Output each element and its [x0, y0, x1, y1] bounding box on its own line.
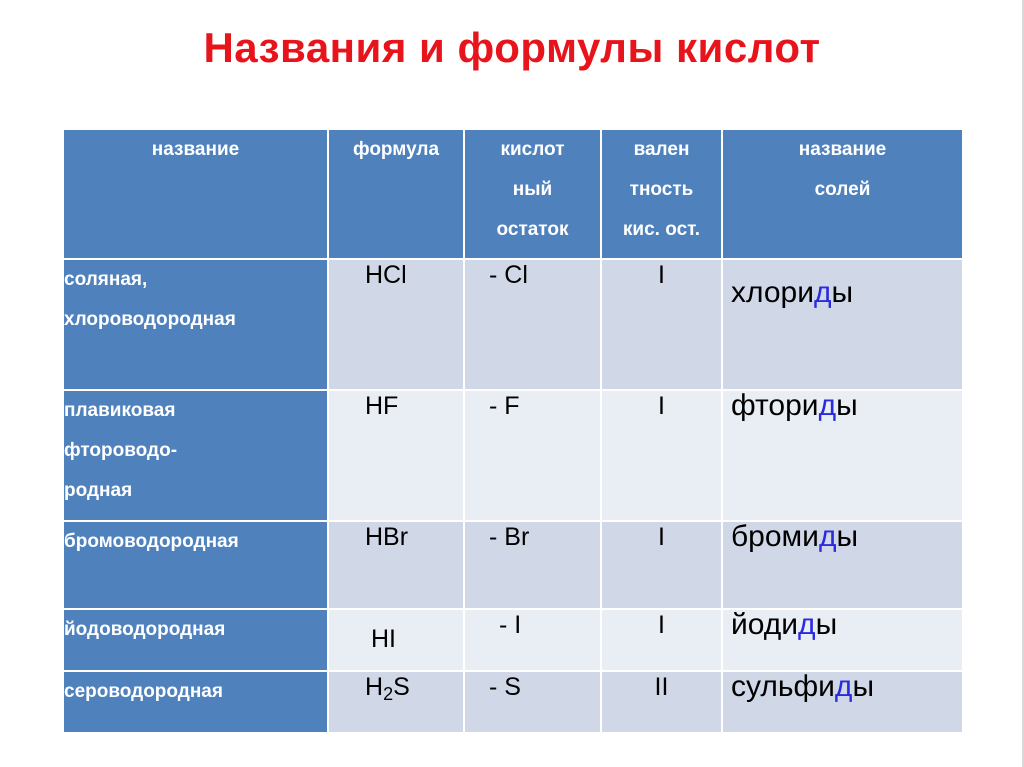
acid-name [63, 609, 328, 671]
salt-name-stem: хлори [731, 276, 814, 309]
header-residue-line: ный [512, 179, 553, 200]
header-residue [464, 129, 601, 259]
header-name [63, 129, 328, 259]
salt-name-stem: фтори [731, 389, 819, 422]
header-formula-line: формула [352, 139, 440, 160]
acid-name-line: бромоводородная [64, 531, 239, 552]
header-valence [601, 129, 722, 259]
acid-name [63, 521, 328, 609]
acid-formula: HCl [328, 259, 464, 390]
header-residue-line: остаток [496, 219, 569, 240]
residue-valence: I [601, 390, 722, 521]
header-residue-line: кислот [500, 139, 565, 160]
salt-name-ending: ы [815, 608, 838, 641]
acid-formula: HF [328, 390, 464, 521]
salt-name-ending: ы [831, 276, 854, 309]
salt-name-stem: сульфи [731, 670, 835, 703]
acid-residue: - F [464, 390, 601, 521]
salt-name-ending: ы [836, 520, 859, 553]
header-salts-line: солей [814, 179, 871, 200]
acid-name-line: родная [64, 480, 133, 501]
table-row [63, 671, 963, 733]
residue-valence: II [601, 671, 722, 733]
header-name-line: название [151, 139, 240, 160]
table-row [63, 259, 963, 390]
salt-name [722, 390, 963, 521]
slide-title: Названия и формулы кислот [203, 24, 821, 71]
salt-name-stem: броми [731, 520, 819, 553]
header-salts-line: название [798, 139, 887, 160]
acid-name [63, 671, 328, 733]
acids-table [62, 128, 964, 734]
residue-valence: I [601, 609, 722, 671]
acid-residue: - Cl [464, 259, 601, 390]
salt-name [722, 259, 963, 390]
header-valence-line: вален [633, 139, 690, 160]
salt-name-stem: йоди [731, 608, 799, 641]
acid-residue: - I [464, 609, 601, 671]
table-row [63, 390, 963, 521]
salt-name-highlight: д [818, 389, 837, 422]
acid-formula [328, 671, 464, 733]
acid-name-line: соляная, [64, 269, 148, 290]
residue-valence: I [601, 521, 722, 609]
acid-name [63, 390, 328, 521]
header-valence-line: кис. ост. [622, 219, 701, 240]
salt-name [722, 609, 963, 671]
acid-formula: HI [328, 609, 464, 671]
acid-name-line: йодоводородная [64, 619, 226, 640]
salt-name-highlight: д [813, 276, 832, 309]
acid-name-line: сероводородная [64, 681, 223, 702]
formula-element: H [365, 673, 384, 701]
acid-name [63, 259, 328, 390]
acid-residue: - S [464, 671, 601, 733]
salt-name-highlight: д [834, 670, 853, 703]
header-salts [722, 129, 963, 259]
salt-name-ending: ы [836, 389, 858, 422]
acid-name-line: фтороводо- [64, 440, 178, 461]
salt-name-highlight: д [798, 608, 816, 641]
formula-element: S [393, 673, 410, 701]
acid-residue: - Br [464, 521, 601, 609]
header-formula [328, 129, 464, 259]
table-row [63, 609, 963, 671]
acid-name-line: хлороводородная [64, 309, 236, 330]
header-row [63, 129, 963, 259]
table-row [63, 521, 963, 609]
acid-formula: HBr [328, 521, 464, 609]
residue-valence: I [601, 259, 722, 390]
header-valence-line: тность [629, 179, 694, 200]
formula-subscript: 2 [383, 684, 394, 704]
acid-name-line: плавиковая [64, 400, 176, 421]
salt-name [722, 671, 963, 733]
salt-name-highlight: д [818, 520, 837, 553]
salt-name-ending: ы [852, 670, 874, 703]
salt-name [722, 521, 963, 609]
